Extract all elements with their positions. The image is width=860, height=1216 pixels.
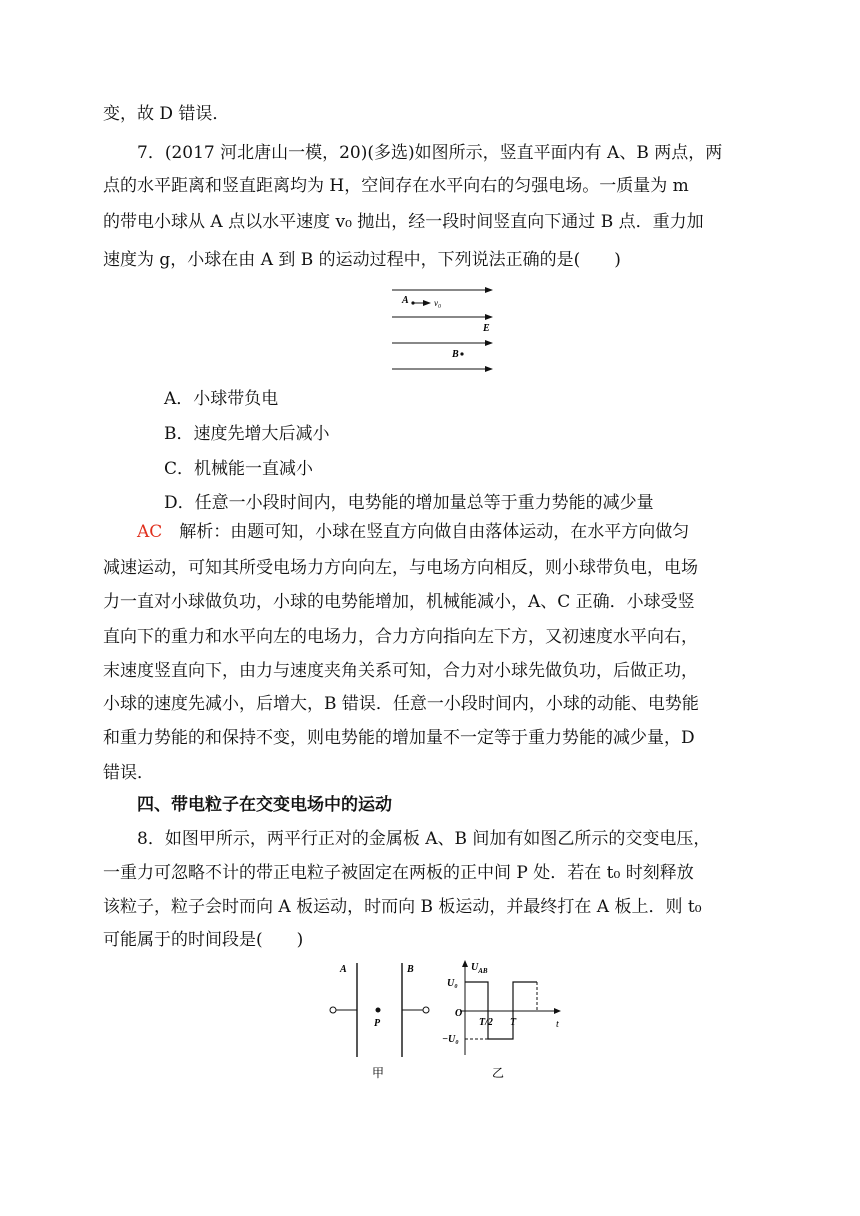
analysis-line: 小球的速度先减小，后增大，B 错误．任意一小段时间内，小球的动能、电势能 xyxy=(103,694,699,714)
option-a: A．小球带负电 xyxy=(164,389,279,409)
point-b-dot xyxy=(460,352,463,355)
answer-line xyxy=(137,522,689,542)
option-d: D．任意一小段时间内，电势能的增加量总等于重力势能的减少量 xyxy=(164,493,654,513)
v0-label: v₀ xyxy=(434,298,442,308)
option-c: C．机械能一直减小 xyxy=(164,459,314,479)
question-8-line: 8．如图甲所示，两平行正对的金属板 A、B 间加有如图乙所示的交变电压， xyxy=(137,829,711,849)
section-heading: 四、带电粒子在交变电场中的运动 xyxy=(137,795,392,815)
point-p-dot xyxy=(376,1008,381,1013)
question-8-line: 一重力可忽略不计的带正电粒子被固定在两板的正中间 P 处．若在 t₀ 时刻释放 xyxy=(103,863,694,883)
terminal-a xyxy=(330,1007,336,1013)
option-b: B．速度先增大后减小 xyxy=(164,424,330,444)
origin-label: O xyxy=(455,1008,463,1019)
analysis-line: 错误． xyxy=(103,763,154,783)
analysis-line: 直向下的重力和水平向左的电场力，合力方向指向左下方，又初速度水平向右， xyxy=(103,627,698,647)
neg-u0-label: −U₀ xyxy=(442,1034,459,1045)
point-b-label: B xyxy=(452,349,459,360)
electric-field-figure xyxy=(390,283,498,375)
u0-label: U₀ xyxy=(447,978,458,989)
answer-label: AC xyxy=(137,522,163,542)
question-7-line: 点的水平距离和竖直距离均为 H，空间存在水平向右的匀强电场。一质量为 m xyxy=(103,176,689,196)
plate-b-label: B xyxy=(407,964,414,975)
question-7-line: 的带电小球从 A 点以水平速度 v₀ 抛出，经一段时间竖直向下通过 B 点．重力加 xyxy=(103,212,704,232)
plates-and-voltage-figure xyxy=(320,955,580,1083)
terminal-b xyxy=(423,1007,429,1013)
analysis-text: 解析：由题可知，小球在竖直方向做自由落体运动，在水平方向做匀 xyxy=(179,522,690,542)
question-8-line: 可能属于的时间段是( ) xyxy=(103,930,304,950)
figure-jia-label: 甲 xyxy=(372,1066,385,1080)
analysis-line: 和重力势能的和保持不变，则电势能的增加量不一定等于重力势能的减少量，D xyxy=(103,728,695,748)
uab-label: $U_{AB}$ xyxy=(471,962,488,975)
analysis-line: 减速运动，可知其所受电场力方向向左，与电场方向相反，则小球带负电，电场 xyxy=(103,558,698,578)
text-line: 变，故 D 错误． xyxy=(103,104,230,124)
question-8-line: 该粒子，粒子会时而向 A 板运动，时而向 B 板运动，并最终打在 A 板上．则 t₀ xyxy=(103,897,702,917)
figure-yi-label: 乙 xyxy=(492,1066,505,1080)
t-axis-label: t xyxy=(556,1019,559,1030)
t-period-label: T xyxy=(510,1017,517,1028)
t-half-label: T/2 xyxy=(479,1017,493,1028)
analysis-line: 力一直对小球做负功，小球的电势能增加，机械能减小，A、C 正确．小球受竖 xyxy=(103,592,695,612)
question-7-line: 速度为 g，小球在由 A 到 B 的运动过程中，下列说法正确的是( ) xyxy=(103,250,621,270)
point-a-label: A xyxy=(402,295,409,306)
analysis-line: 末速度竖直向下，由力与速度夹角关系可知，合力对小球先做负功，后做正功， xyxy=(103,661,698,681)
field-e-label: E xyxy=(483,323,490,334)
plate-a-label: A xyxy=(340,964,347,975)
question-7-line: 7．(2017 河北唐山一模，20)(多选)如图所示，竖直平面内有 A、B 两点，两 xyxy=(137,143,723,163)
point-p-label: P xyxy=(374,1018,381,1029)
